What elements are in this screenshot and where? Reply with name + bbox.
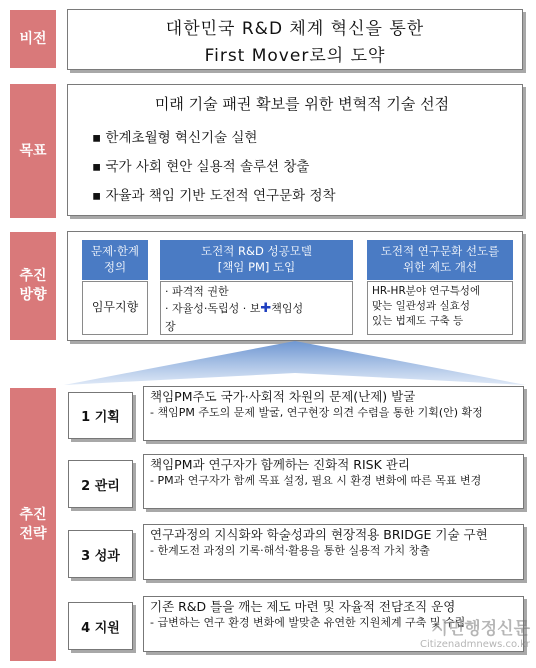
strategy-step-1-text: 1 기획: [81, 410, 120, 425]
direction-label-line1: 추진: [19, 268, 47, 285]
vision-label: [10, 10, 56, 68]
goal-item: ▪ 국가 사회 현안 실용적 솔루션 창출: [92, 159, 310, 175]
direction-col1-head-line2: 정의: [103, 260, 127, 274]
strategy-main-4: 기존 R&D 틀을 깨는 제도 마련 및 자율적 전담조직 운영: [150, 599, 456, 614]
goal-title: 미래 기술 패권 확보를 위한 변혁적 기술 선점: [154, 95, 450, 113]
strategy-sub-2: - PM과 연구자가 함께 목표 설정, 필요 시 환경 변화에 따른 목표 변경: [150, 473, 482, 487]
strategy-label: [10, 388, 56, 661]
strategy-sub-1: - 책임PM 주도의 문제 발굴, 연구현장 의견 수렴을 통한 기획(안) 확정: [150, 405, 483, 419]
goal-label: [10, 84, 56, 218]
direction-col2-head-line2: [책임 PM] 도입: [217, 260, 296, 274]
direction-col3-head: [367, 240, 513, 280]
watermark-line1: 시민행정신문: [431, 619, 530, 639]
direction-label-line2: 방향: [19, 287, 47, 303]
strategy-step-3-text: 3 성과: [81, 548, 120, 564]
goal-item: ▪ 자율과 책임 기반 도전적 연구문화 정착: [92, 188, 336, 204]
direction-col2-head: [160, 240, 353, 280]
vision-line-2: First Mover로의 도약: [204, 46, 386, 66]
direction-col3-body-line3: 있는 법제도 구축 등: [372, 315, 464, 328]
goal-item: ▪ 한계초월형 혁신기술 실현: [92, 130, 258, 146]
strategy-step-1: [68, 392, 133, 439]
strategy-step-3: [68, 530, 133, 578]
vision-box: [67, 9, 523, 70]
vision-line-1: 대한민국 R&D 체계 혁신을 통한: [165, 19, 425, 39]
direction-col2-body: [160, 281, 353, 335]
strategy-text-2: [143, 454, 524, 509]
strategy-text-3: [143, 524, 524, 580]
strategy-label-line2: 전략: [19, 525, 47, 542]
direction-col1-body: [82, 281, 148, 335]
direction-col1-body-text: 임무지향: [91, 300, 139, 315]
up-arrow-graphic: [60, 335, 530, 387]
strategy-sub-4: - 급변하는 연구 환경 변화에 발맞춘 유연한 지원체계 구축 및 수립: [150, 615, 466, 629]
direction-col3-head-line1: 도전적 연구문화 선도를: [380, 244, 500, 259]
direction-col2-body-line2b: 책임성: [271, 301, 304, 315]
direction-label: [10, 232, 56, 340]
direction-col2-body-line2a: · 자율성·독립성 · 보: [165, 301, 261, 315]
strategy-main-3: 연구과정의 지식화와 학술성과의 현장적용 BRIDGE 기술 구현: [150, 527, 488, 542]
strategy-step-2-text: 2 관리: [81, 478, 120, 494]
direction-col2-body-line3: 장: [165, 319, 176, 333]
strategy-text-1: [143, 386, 524, 441]
strategy-label-line1: 추진: [19, 506, 47, 523]
strategy-main-2: 책임PM과 연구자가 함께하는 진화적 RISK 관리: [150, 457, 410, 472]
direction-col2-body-line2: [165, 300, 348, 319]
watermark: [370, 614, 530, 664]
direction-col3-body-line1: HR-HR분야 연구특성에: [372, 285, 481, 297]
watermark-line2: Citizenadmnews.co.kr: [420, 639, 530, 650]
direction-col2-head-line1: 도전적 R&D 성공모델: [201, 244, 312, 259]
strategy-step-4-text: 4 지원: [81, 620, 120, 636]
goal-box: [67, 84, 523, 216]
direction-col2-body-line1: · 파격적 권한: [165, 285, 229, 298]
direction-col1-head: [82, 240, 148, 280]
strategy-sub-3: - 한계도전 과정의 기록·해석·활용을 통한 실용적 가치 창출: [150, 543, 430, 557]
strategy-step-4: [68, 602, 133, 650]
goal-label-text: 목표: [19, 142, 47, 159]
direction-col1-head-line1: 문제·한계: [90, 244, 140, 259]
strategy-step-2: [68, 460, 133, 508]
direction-col3-body-line2: 맞는 일관성과 실효성: [372, 300, 470, 313]
direction-col3-head-line2: 위한 제도 개선: [403, 260, 477, 274]
vision-label-text: 비전: [19, 30, 47, 47]
strategy-main-1: 책임PM주도 국가·사회적 차원의 문제(난제) 발굴: [150, 389, 416, 404]
direction-col3-body: [367, 281, 513, 335]
plus-icon: ✚: [260, 300, 272, 316]
